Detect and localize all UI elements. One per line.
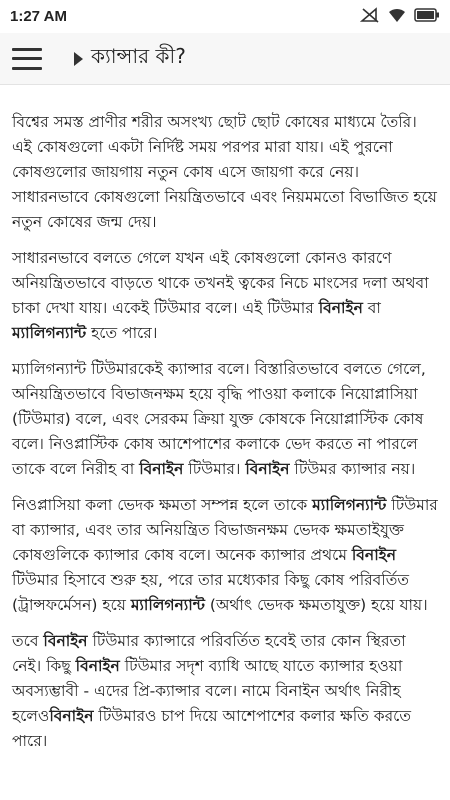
paragraph-text: টিউমর ক্যান্সার নয়। xyxy=(289,460,416,478)
paragraph-text: (অর্থাৎ ভেদক ক্ষমতাযুক্ত) হয়ে যায়। xyxy=(205,596,428,614)
status-time: 1:27 AM xyxy=(10,8,67,25)
article-paragraph xyxy=(12,110,438,235)
paragraph-text: বা xyxy=(362,299,381,317)
title-wrap xyxy=(74,42,186,75)
bold-term: বিনাইন xyxy=(318,299,363,317)
page-title: ক্যান্সার কী? xyxy=(91,44,186,68)
bold-term: বিনাইন xyxy=(75,657,120,675)
article-paragraph xyxy=(12,357,438,482)
paragraph-text: সাধারনভাবে বলতে গেলে যখন এই কোষগুলো কোনও কারণে অনিয়ন্ত্রিতভাবে বাড়তে থাকে তখনই ত্বকের নিচে মাংসের দলা অথবা চাকা দেখা যায়। একেই টিউমার বলে। এই টিউমার xyxy=(12,249,429,317)
paragraph-text: টিউমার ক্যান্সারে পরিবর্তিত হবেই তার কোন স্থিরতা নেই। কিছু xyxy=(12,632,406,675)
bold-term: বিনাইন xyxy=(49,707,94,725)
paragraph-text: তবে xyxy=(12,632,44,650)
paragraph-text: বিশ্বের সমস্ত প্রাণীর শরীর অসংখ্য ছোট ছোট কোষের মাধ্যমে তৈরি। এই কোষগুলো একটা নির্দিষ্ট সময় পরপর মারা যায়। এই পুরনো কোষগুলোর জায়গায় নতুন কোষ এসে জায়গা করে নেয়। সাধারনভাবে কোষগুলো নিয়ন্ত্রিতভাবে এবং নিয়মমতো বিভাজিত হয়ে নতুন কোষের জন্ম দেয়। xyxy=(12,113,437,231)
paragraph-text: টিউমার সদৃশ ব্যাধি আছে যাতে ক্যান্সার হওয়া অবস্যম্ভাবী - এদের প্রি-ক্যান্সার বলে। নামে বিনাইন অর্থাৎ নিরীহ হলেও xyxy=(12,657,403,725)
paragraph-text: হতে পারে। xyxy=(86,324,158,342)
paragraph-text: টিউমারও চাপ দিয়ে আশেপাশের কলার ক্ষতি করতে পারে। xyxy=(12,707,411,750)
wifi-icon xyxy=(388,7,406,27)
paragraph-text: নিওপ্লাসিয়া কলা ভেদক ক্ষমতা সম্পন্ন হলে তাকে xyxy=(12,496,313,514)
bold-term: বিনাইন xyxy=(139,460,184,478)
menu-icon[interactable] xyxy=(12,48,42,70)
article-paragraph xyxy=(12,246,438,346)
bold-term: ম্যালিগন্যান্ট xyxy=(312,496,387,514)
article-paragraph xyxy=(12,629,438,754)
paragraph-text: ম্যালিগন্যান্ট টিউমারকেই ক্যান্সার বলে। বিস্তারিতভাবে বলতে গেলে, অনিয়ন্ত্রিতভাবে বিভাজনক্ষম হয়ে বৃদ্ধি পাওয়া কলাকে নিয়োপ্লাসিয়া (টিউমার) বলে, এবং সেরকম ক্রিয়া যুক্ত কোষকে নিয়োপ্লাস্টিক কোষ বলে। নিওপ্লাস্টিক কোষ আশেপাশের কলাকে ভেদ করতে না পারলে তাকে বলে নিরীহ বা xyxy=(12,360,426,478)
article-body xyxy=(0,100,450,800)
bold-term: বিনাইন xyxy=(351,546,396,564)
app-bar xyxy=(0,33,450,85)
status-bar xyxy=(0,0,450,33)
status-icons xyxy=(360,7,440,27)
bold-term: বিনাইন xyxy=(245,460,290,478)
bold-term: ম্যালিগন্যান্ট xyxy=(12,324,87,342)
paragraph-text: টিউমার। xyxy=(183,460,246,478)
triangle-right-icon xyxy=(74,52,83,66)
paragraph-text: টিউমার হিসাবে শুরু হয়, পরে তার মধ্যেকার কিছু কোষ পরিবর্তিত (ট্রান্সফর্মেসন) হয়ে xyxy=(12,571,409,614)
article-paragraph xyxy=(12,493,438,618)
paragraph-text: টিউমার বা ক্যান্সার, এবং তার অনিয়ন্ত্রিত বিভাজনক্ষম ভেদক ক্ষমতাইযুক্ত কোষগুলিকে ক্যান্সার কোষ বলে। অনেক ক্যান্সার প্রথমে xyxy=(12,496,438,564)
signal-muted-icon xyxy=(360,7,380,27)
bold-term: ম্যালিগন্যান্ট xyxy=(130,596,205,614)
bold-term: বিনাইন xyxy=(43,632,88,650)
battery-icon xyxy=(414,7,440,26)
